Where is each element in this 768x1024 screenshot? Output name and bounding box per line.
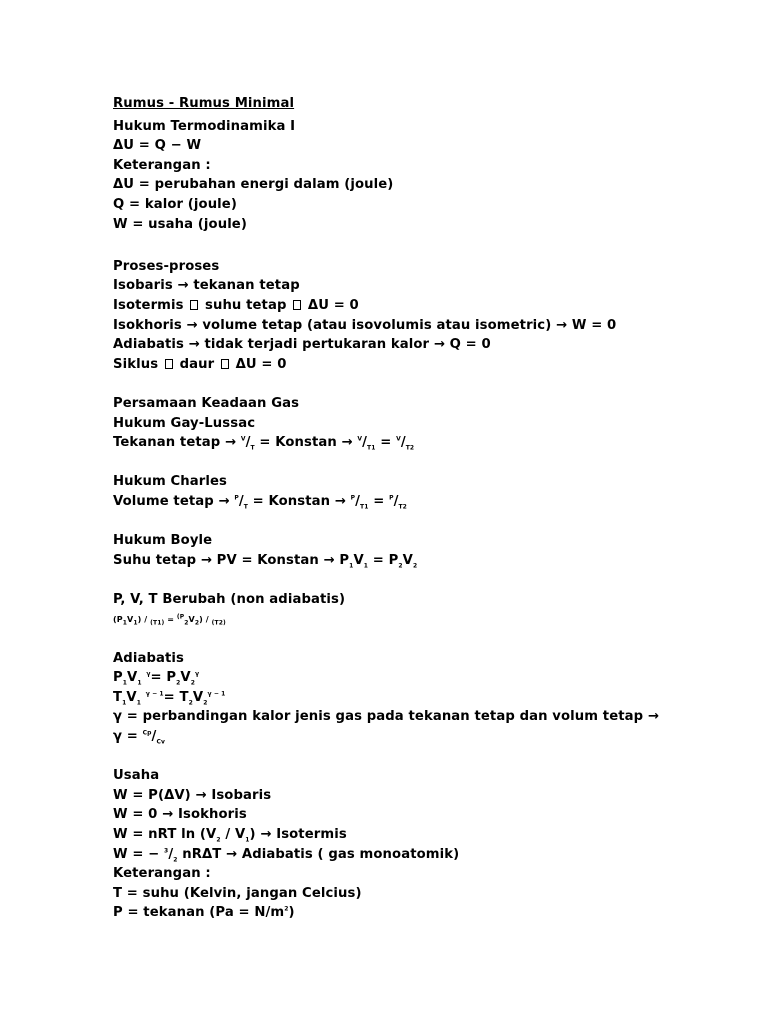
formula-text: W = nRT ln (V	[113, 826, 217, 842]
keterangan-label: Keterangan :	[113, 866, 211, 882]
subheading-charles: Hukum Charles	[113, 474, 227, 490]
section-heading-usaha: Usaha	[113, 768, 160, 784]
missing-glyph-icon	[221, 359, 229, 369]
proses-isokhoris: Isokhoris → volume tetap (atau isovolumis atau isometric) → W = 0	[113, 317, 617, 333]
subheading-gay-lussac: Hukum Gay-Lussac	[113, 415, 256, 431]
proses-adiabatis: Adiabatis → tidak terjadi pertukaran kalor → Q = 0	[113, 337, 491, 353]
section-heading-adiabatis: Adiabatis	[113, 650, 184, 666]
formula-text: )	[288, 905, 295, 921]
section-heading-proses: Proses-proses	[113, 258, 220, 274]
formula-text: P = tekanan (Pa = N/m	[113, 905, 285, 921]
formula-gamma: $\gamma = ^{Cp}/_{Cv}$	[113, 729, 165, 746]
proses-siklus	[113, 355, 753, 375]
formula-boyle: Suhu tetap → PV = Konstan → $P_1V_1 = P_2V_2$	[113, 552, 418, 570]
page-title: Rumus - Rumus Minimal	[113, 96, 295, 111]
proses-isotermis	[113, 296, 753, 316]
formula-text: γ =	[113, 729, 143, 744]
definition-line: W = usaha (joule)	[113, 216, 247, 232]
proses-siklus-c: ΔU = 0	[235, 356, 287, 372]
formula-text: W = −	[113, 846, 165, 862]
subheading-boyle: Hukum Boyle	[113, 533, 213, 549]
proses-siklus-b: daur	[179, 356, 215, 372]
definition-line: P = tekanan $(Pa = N/m^2)$	[113, 905, 295, 921]
proses-isobaris: Isobaris → tekanan tetap	[113, 278, 300, 294]
formula-text: Suhu tetap → PV = Konstan → P	[113, 552, 350, 568]
definition-line: ΔU = perubahan energi dalam (joule)	[113, 177, 394, 193]
usaha-isobaris: W = P(ΔV) → Isobaris	[113, 787, 272, 803]
missing-glyph-icon	[190, 300, 198, 310]
proses-siklus-a: Siklus	[113, 356, 159, 372]
formula-text: = Konstan →	[254, 435, 358, 451]
keterangan-label: Keterangan :	[113, 157, 211, 173]
section-heading-hukum-1: Hukum Termodinamika I	[113, 118, 296, 134]
formula-text: Volume tetap →	[113, 493, 235, 509]
usaha-adiabatis: W = − $^3/_2$ nRΔT → Adiabatis ( gas monoatomik)	[113, 846, 460, 864]
usaha-isokhoris: W = 0 → Isokhoris	[113, 807, 247, 823]
formula-text: nRΔT → Adiabatis ( gas monoatomik)	[177, 846, 460, 862]
formula-text: ) → Isotermis	[249, 826, 347, 842]
formula-adiabatis-pv: $P_1V_1$ $^\gamma= P_2V_2^\gamma$	[113, 670, 200, 687]
usaha-isotermis: W = nRT $\ln (V_2 / V_1)$ → Isotermis	[113, 826, 347, 844]
formula-first-law: ΔU = Q − W	[113, 138, 202, 154]
formula-text: Tekanan tetap →	[113, 435, 241, 451]
missing-glyph-icon	[165, 359, 173, 369]
proses-isotermis-a: Isotermis	[113, 297, 184, 313]
formula-gay-lussac: Tekanan tetap → $^V/_T$ = Konstan → $^V/_{T1} = ^V/_{T2}$	[113, 435, 415, 452]
subheading-pvt: P, V, T Berubah (non adiabatis)	[113, 591, 346, 607]
document-page	[113, 94, 753, 923]
formula-adiabatis-tv: $T_1V_1$ $^{\gamma - 1}= T_2V_2^{\gamma - 1}$	[113, 689, 226, 707]
formula-text: = Konstan →	[247, 493, 351, 509]
definition-line: T = suhu (Kelvin, jangan Celcius)	[113, 885, 362, 901]
formula-charles: Volume tetap → $^P/_T$ = Konstan → $^P/_{T1} = ^P/_{T2}$	[113, 493, 407, 511]
missing-glyph-icon	[293, 300, 301, 310]
section-heading-gas: Persamaan Keadaan Gas	[113, 395, 300, 411]
proses-isotermis-c: ΔU = 0	[307, 297, 359, 313]
gamma-description: γ = perbandingan kalor jenis gas pada tekanan tetap dan volum tetap →	[113, 709, 660, 725]
definition-line: Q = kalor (joule)	[113, 196, 237, 212]
proses-isotermis-b: suhu tetap	[205, 297, 287, 313]
formula-pvt: $(P_1V_1) / _{(T1)} = ^{(P}_2V_2) / _{(T2)}$	[113, 613, 226, 628]
